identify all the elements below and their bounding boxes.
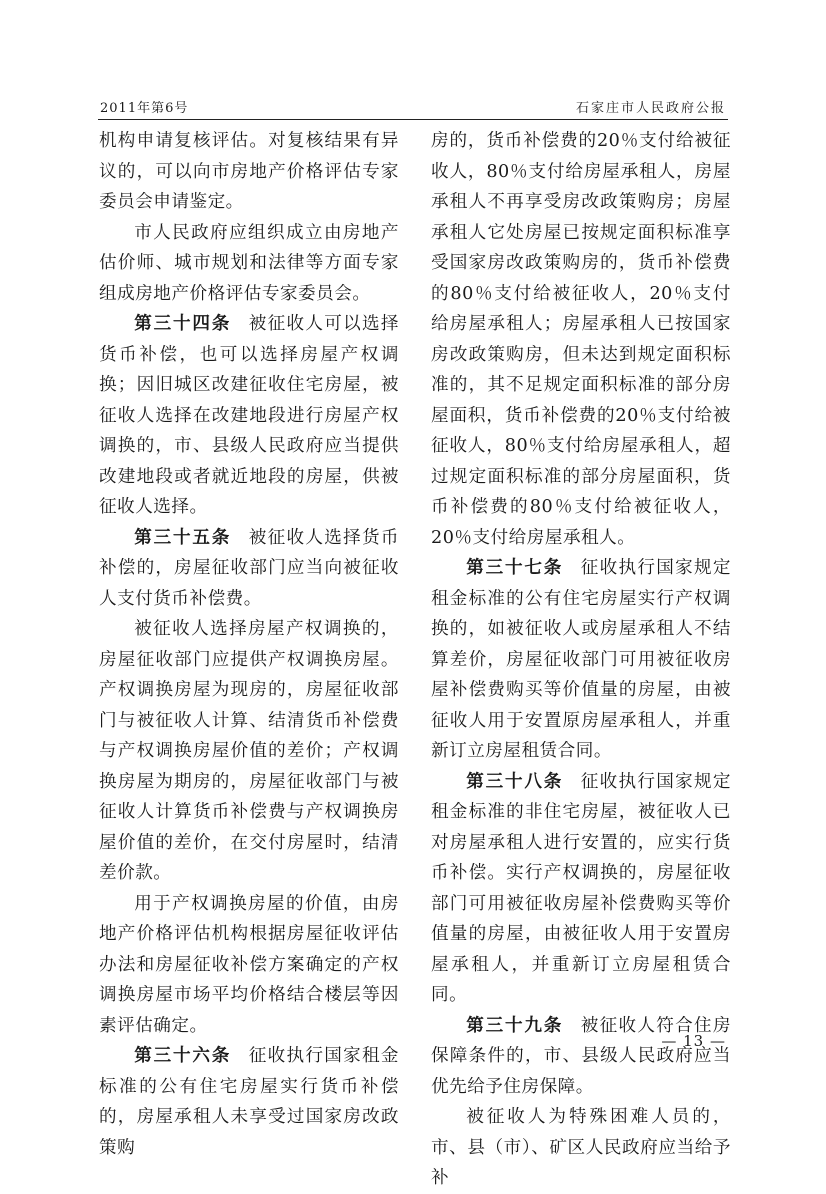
paragraph-text: 房的，货币补偿费的20％支付给被征收人，80％支付给房屋承租人，房屋承租人不再享受房改政策购房；房屋承租人它处房屋已按规定面积标准享受国家房改政策购房的，货币补偿费的80％支付给被征收人，20％支付给房屋承租人；房屋承租人已按国家房改政策购房，但未达到规定面积标准的，其不足规定面积标准的部分房屋面积，货币补偿费的20％支付给被征收人，80％支付给房屋承租人，超过规定面积标准的部分房屋面积，货币补偿费的80％支付给被征收人，20％支付给房屋承租人。 [431,131,731,548]
paragraph-text: 被征收人选择货币补偿的，房屋征收部门应当向被征收人支付货币补偿费。 [99,527,399,609]
paragraph-text: 被征收人可以选择货币补偿，也可以选择房屋产权调换；因旧城区改建征收住宅房屋，被征收人选择在改建地段进行房屋产权调换的，市、县级人民政府应当提供改建地段或者就近地段的房屋，供被征收人选择。 [99,314,399,517]
header-divider [98,119,728,120]
journal-title: 石家庄市人民政府公报 [575,101,726,116]
paragraph-text: 被征收人符合住房保障条件的，市、县级人民政府应当优先给予住房保障。 [431,1015,731,1097]
paragraph-text: 征收执行国家规定租金标准的非住宅房屋，被征收人已对房屋承租人进行安置的，应实行货币补偿。实行产权调换的，房屋征收部门可用被征收房屋补偿费购买等价值量的房屋，由被征收人用于安置房屋承租人，并重新订立房屋租赁合同。 [431,771,731,1005]
article-number: 第三十八条 [466,770,564,792]
paragraph [99,614,399,889]
article-number: 第三十九条 [466,1014,564,1036]
paragraph-text: 被征收人为特殊困难人员的，市、县（市）、矿区人民政府应当给予补 [431,1107,731,1188]
left-column [99,126,399,1163]
article-number: 第三十五条 [134,526,232,548]
paragraph-text: 市人民政府应组织成立由房地产估价师、城市规划和法律等方面专家组成房地产价格评估专家委员会。 [99,222,399,304]
paragraph-text: 征收执行国家租金标准的公有住宅房屋实行货币补偿的，房屋承租人未享受过国家房改政策购 [99,1046,399,1158]
article-number: 第三十六条 [134,1045,232,1066]
article-number: 第三十四条 [134,313,232,334]
journal-issue: 2011年第6号 [100,101,189,116]
page-number: — 13 — [661,1032,726,1050]
paragraph [99,309,399,523]
paragraph [431,126,731,553]
paragraph [431,553,731,767]
article-number: 第三十七条 [466,557,564,578]
paragraph [431,767,731,1011]
paragraph [431,1011,731,1103]
paragraph-text: 机构申请复核评估。对复核结果有异议的，可以向市房地产价格评估专家委员会申请鉴定。 [99,131,399,212]
paragraph [99,1041,399,1163]
paragraph [99,889,399,1042]
paragraph [431,1102,731,1194]
paragraph [99,126,399,218]
paragraph [99,218,399,310]
paragraph-text: 被征收人选择房屋产权调换的，房屋征收部门应提供产权调换房屋。产权调换房屋为现房的，房屋征收部门与被征收人计算、结清货币补偿费与产权调换房屋价值的差价；产权调换房屋为期房的，房屋征收部门与被征收人计算货币补偿费与产权调换房屋价值的差价，在交付房屋时，结清差价款。 [99,619,399,883]
paragraph-text: 用于产权调换房屋的价值，由房地产价格评估机构根据房屋征收评估办法和房屋征收补偿方案确定的产权调换房屋市场平均价格结合楼层等因素评估确定。 [99,893,399,1036]
paragraph [99,523,399,615]
paragraph-text: 征收执行国家规定租金标准的公有住宅房屋实行产权调换的，如被征收人或房屋承租人不结算差价，房屋征收部门可用被征收房屋补偿费购买等价值量的房屋，由被征收人用于安置原房屋承租人，并重新订立房屋租赁合同。 [431,558,731,761]
